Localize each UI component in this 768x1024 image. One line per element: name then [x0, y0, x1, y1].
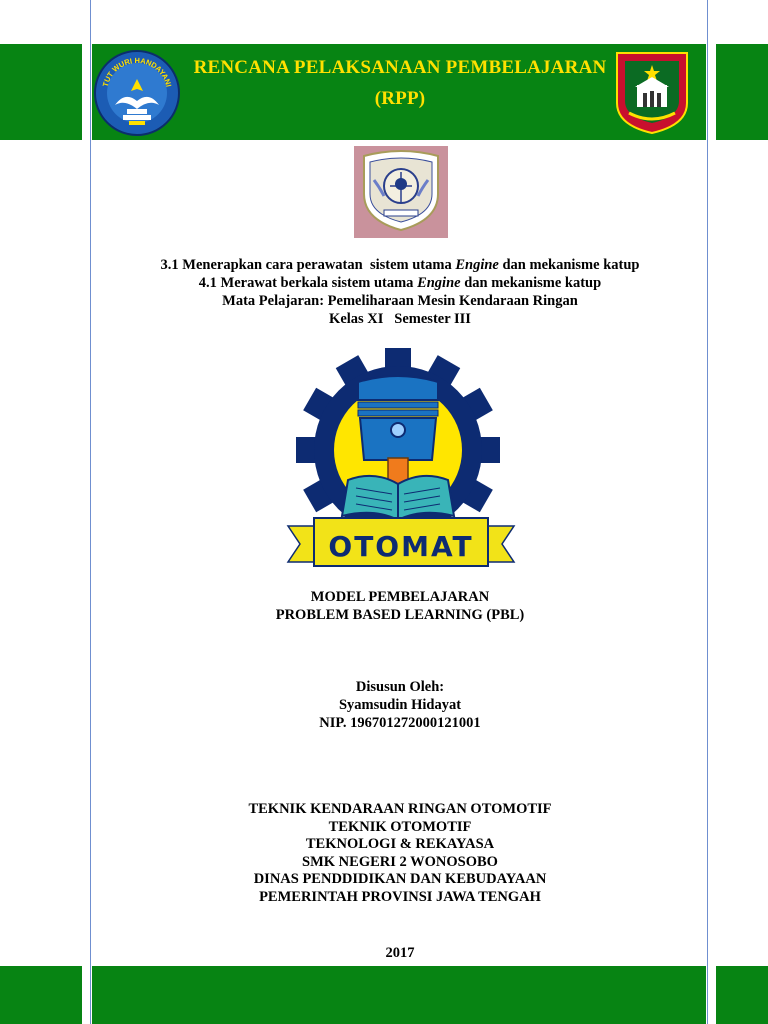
class-semester-line: Kelas XI Semester III: [329, 311, 471, 327]
school-logo: [354, 146, 448, 238]
author-name: Syamsudin Hidayat: [338, 697, 462, 713]
competency-block: [100, 256, 700, 328]
otomat-banner-text: OTOMAT: [328, 530, 474, 563]
year-label: 2017: [385, 945, 415, 961]
author-nip: NIP. 196701272000121001: [319, 715, 481, 731]
competency-4-1: 4.1 Merawat berkala sistem utama Engine dan mekanisme katup: [198, 275, 602, 291]
competency-3-1: 3.1 Menerapkan cara perawatan sistem utama Engine dan mekanisme katup: [160, 257, 640, 273]
frame-line-right: [707, 0, 708, 1024]
institution-line: SMK NEGERI 2 WONOSOBO: [302, 853, 498, 870]
learning-model-block: [100, 588, 700, 624]
institution-line: TEKNIK OTOMOTIF: [328, 818, 472, 835]
institution-block: [100, 801, 700, 906]
document-subtitle: (RPP): [374, 88, 426, 109]
jawa-tengah-crest: [615, 51, 689, 135]
otomat-logo: [286, 348, 516, 570]
model-heading: MODEL PEMBELAJARAN: [310, 589, 490, 605]
model-name: PROBLEM BASED LEARNING (PBL): [275, 607, 525, 623]
footer-band: [0, 966, 768, 1024]
institution-line: TEKNOLOGI & REKAYASA: [305, 836, 495, 852]
logo-motto-text: TUT WURI HANDAYANI: [100, 55, 174, 88]
institution-line: DINAS PENDDIDIKAN DAN KEBUDAYAAN: [253, 871, 547, 887]
author-block: [100, 678, 700, 732]
document-title: RENCANA PELAKSANAAN PEMBELAJARAN: [193, 57, 607, 78]
tut-wuri-handayani-logo: [93, 49, 181, 137]
frame-line-left: [90, 0, 91, 1024]
author-label: Disusun Oleh:: [355, 679, 445, 695]
institution-line: PEMERINTAH PROVINSI JAWA TENGAH: [259, 888, 541, 905]
subject-line: Mata Pelajaran: Pemeliharaan Mesin Kendaraan Ringan: [222, 293, 578, 309]
institution-line: TEKNIK KENDARAAN RINGAN OTOMOTIF: [248, 801, 552, 817]
